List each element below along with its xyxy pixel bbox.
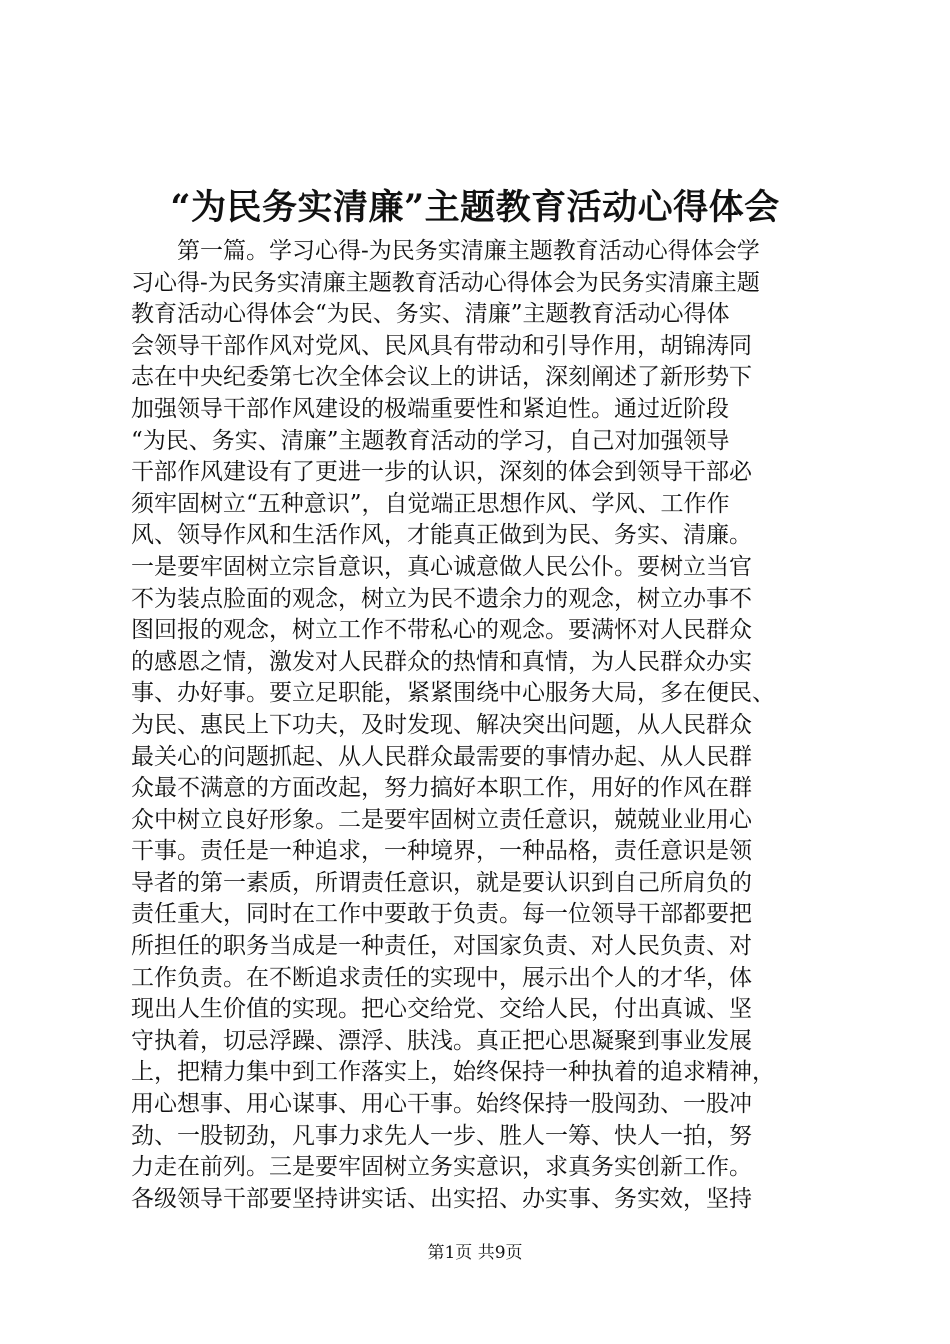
body-line: 各级领导干部要坚持讲实话、出实招、办实事、务实效，坚持	[131, 1185, 752, 1212]
body-line: 风、领导作风和生活作风，才能真正做到为民、务实、清廉。	[131, 522, 752, 549]
document-body	[131, 236, 851, 1215]
body-line: 不为装点脸面的观念，树立为民不遗余力的观念，树立办事不	[131, 585, 752, 612]
body-line: 众中树立良好形象。二是要牢固树立责任意识，兢兢业业用心	[131, 806, 752, 833]
body-line: 守执着，切忌浮躁、漂浮、肤浅。真正把心思凝聚到事业发展	[131, 1027, 752, 1054]
body-line: 干部作风建设有了更进一步的认识，深刻的体会到领导干部必	[131, 459, 752, 486]
body-line: 最关心的问题抓起、从人民群众最需要的事情办起、从人民群	[131, 743, 752, 770]
body-line: “为民、务实、清廉”主题教育活动的学习，自己对加强领导	[131, 427, 730, 454]
body-line: 会领导干部作风对党风、民风具有带动和引导作用，胡锦涛同	[131, 332, 752, 359]
body-line: 劲、一股韧劲，凡事力求先人一步、胜人一筹、快人一拍，努	[131, 1122, 752, 1149]
body-line: 用心想事、用心谋事、用心干事。始终保持一股闯劲、一股冲	[131, 1091, 752, 1118]
body-line: 工作负责。在不断追求责任的实现中，展示出个人的才华，体	[131, 964, 752, 991]
document-title: “为民务实清廉”主题教育活动心得体会	[170, 187, 780, 228]
body-line: 加强领导干部作风建设的极端重要性和紧迫性。通过近阶段	[131, 395, 729, 422]
body-line: 须牢固树立“五种意识”，自觉端正思想作风、学风、工作作	[131, 490, 730, 517]
body-line: 众最不满意的方面改起，努力搞好本职工作，用好的作风在群	[131, 775, 752, 802]
body-line: 事、办好事。要立足职能，紧紧围绕中心服务大局，多在便民、	[131, 680, 775, 707]
body-line: 一是要牢固树立宗旨意识，真心诚意做人民公仆。要树立当官	[131, 553, 752, 580]
body-line: 教育活动心得体会“为民、务实、清廉”主题教育活动心得体	[131, 301, 730, 328]
body-line: 为民、惠民上下功夫，及时发现、解决突出问题，从人民群众	[131, 711, 752, 738]
body-line: 导者的第一素质，所谓责任意识，就是要认识到自己所肩负的	[131, 869, 752, 896]
body-line: 力走在前列。三是要牢固树立务实意识，求真务实创新工作。	[131, 1154, 752, 1181]
body-line: 上，把精力集中到工作落实上，始终保持一种执着的追求精神，	[131, 1059, 775, 1086]
body-line: 的感恩之情，激发对人民群众的热情和真情，为人民群众办实	[131, 648, 752, 675]
body-line: 图回报的观念，树立工作不带私心的观念。要满怀对人民群众	[131, 617, 752, 644]
body-line: 现出人生价值的实现。把心交给党、交给人民，付出真诚、坚	[131, 996, 752, 1023]
body-line: 所担任的职务当成是一种责任，对国家负责、对人民负责、对	[131, 933, 752, 960]
body-line: 习心得-为民务实清廉主题教育活动心得体会为民务实清廉主题	[131, 269, 760, 296]
body-line: 责任重大，同时在工作中要敢于负责。每一位领导干部都要把	[131, 901, 752, 928]
body-line: 志在中央纪委第七次全体会议上的讲话，深刻阐述了新形势下	[131, 364, 752, 391]
body-line: 第一篇。学习心得-为民务实清廉主题教育活动心得体会学	[177, 238, 760, 264]
page-footer: 第1页 共9页	[427, 1243, 523, 1263]
body-line: 干事。责任是一种追求，一种境界，一种品格，责任意识是领	[131, 838, 752, 865]
